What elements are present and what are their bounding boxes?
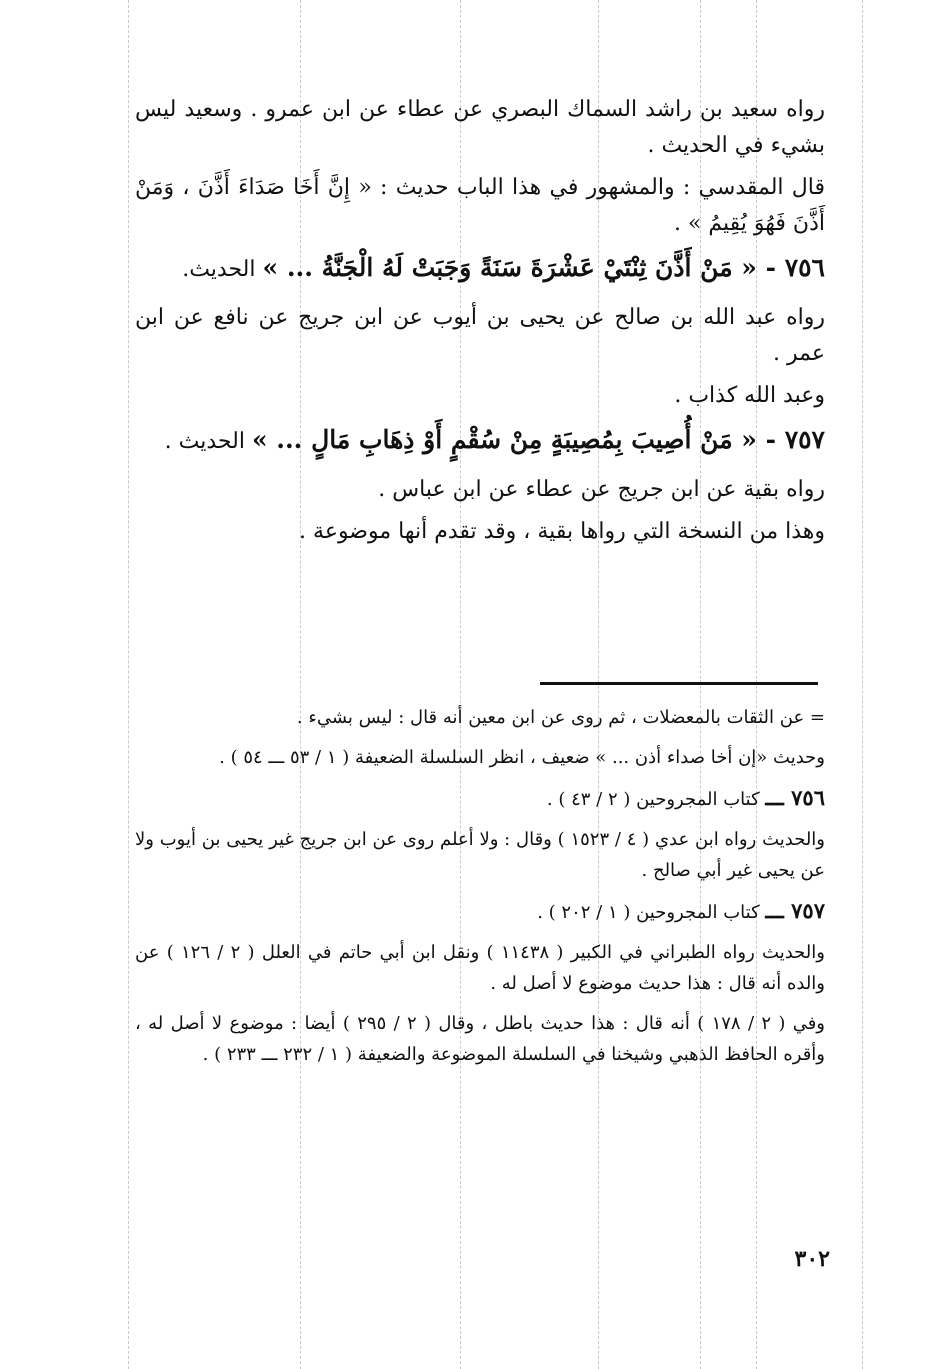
footnote-continuation: = عن الثقات بالمعضلات ، ثم روى عن ابن معين أنه قال : ليس بشيء . (296, 707, 825, 728)
hadith-757 (135, 420, 825, 462)
footnote-756-number: ٧٥٦ ـــ (765, 785, 825, 810)
footnote-757-number: ٧٥٧ ـــ (765, 898, 825, 923)
footnote-separator (540, 682, 818, 685)
page-number: ٣٠٢ (794, 1246, 830, 1272)
hadith-757-tail: الحديث . (164, 429, 252, 454)
scan-line (862, 0, 863, 1369)
paragraph-narration-757: رواه بقية عن ابن جريج عن عطاء عن ابن عباس . (378, 477, 825, 502)
footnote-757-text: كتاب المجروحين ( ١ / ٢٠٢ ) . (537, 902, 766, 923)
main-text (135, 92, 825, 556)
footnote-sada-hadith: وحديث «إن أخا صداء أذن ... » ضعيف ، انظر السلسلة الضعيفة ( ١ / ٥٣ ـــ ٥٤ ) . (219, 747, 825, 768)
paragraph-narration-1: رواه سعيد بن راشد السماك البصري عن عطاء عن ابن عمرو . وسعيد ليس بشيء في الحديث . (135, 97, 825, 158)
paragraph-abdullah: وعبد الله كذاب . (674, 383, 825, 408)
paragraph-maqdisi: قال المقدسي : والمشهور في هذا الباب حديث : « إِنَّ أَخَا صَدَاءَ أَذَّنَ ، وَمَنْ أَذَّنَ فَهُوَ يُقِيمُ » . (135, 175, 826, 236)
footnote-batil: وفي ( ٢ / ١٧٨ ) أنه قال : هذا حديث باطل ، وقال ( ٢ / ٢٩٥ ) أيضا : موضوع لا أصل له ، وأقره الحافظ الذهبي وشيخنا في السلسلة الموضوعة والضعيفة ( ١ / ٢٣٢ ـــ ٢٣٣ ) . (135, 1013, 826, 1065)
footnotes (135, 702, 825, 1079)
footnote-756-text: كتاب المجروحين ( ٢ / ٤٣ ) . (546, 789, 766, 810)
footnote-ibn-adi: والحديث رواه ابن عدي ( ٤ / ١٥٢٣ ) وقال : ولا أعلم روى عن ابن جريج غير يحيى بن أيوب ولا عن يحيى غير أبي صالح . (135, 829, 825, 881)
footnote-tabarani: والحديث رواه الطبراني في الكبير ( ١١٤٣٨ ) ونقل ابن أبي حاتم في العلل ( ٢ / ١٢٦ ) عن والده أنه قال : هذا حديث موضوع لا أصل له . (135, 942, 825, 994)
footnote-756 (135, 782, 825, 815)
scan-line (128, 0, 129, 1369)
hadith-756 (135, 248, 825, 290)
footnote-757 (135, 895, 825, 928)
paragraph-narration-756: رواه عبد الله بن صالح عن يحيى بن أيوب عن ابن جريج عن نافع عن ابن عمر . (135, 305, 825, 366)
hadith-756-text: ٧٥٦ - « مَنْ أَذَّنَ ثِنْتَيْ عَشْرَةَ سَنَةً وَجَبَتْ لَهُ الْجَنَّةُ ... » (262, 253, 825, 282)
paragraph-nuskha: وهذا من النسخة التي رواها بقية ، وقد تقدم أنها موضوعة . (299, 519, 825, 544)
hadith-757-text: ٧٥٧ - « مَنْ أُصِيبَ بِمُصِيبَةٍ مِنْ سُقْمٍ أَوْ ذِهَابِ مَالٍ ... » (251, 425, 825, 454)
hadith-756-tail: الحديث. (182, 257, 263, 282)
